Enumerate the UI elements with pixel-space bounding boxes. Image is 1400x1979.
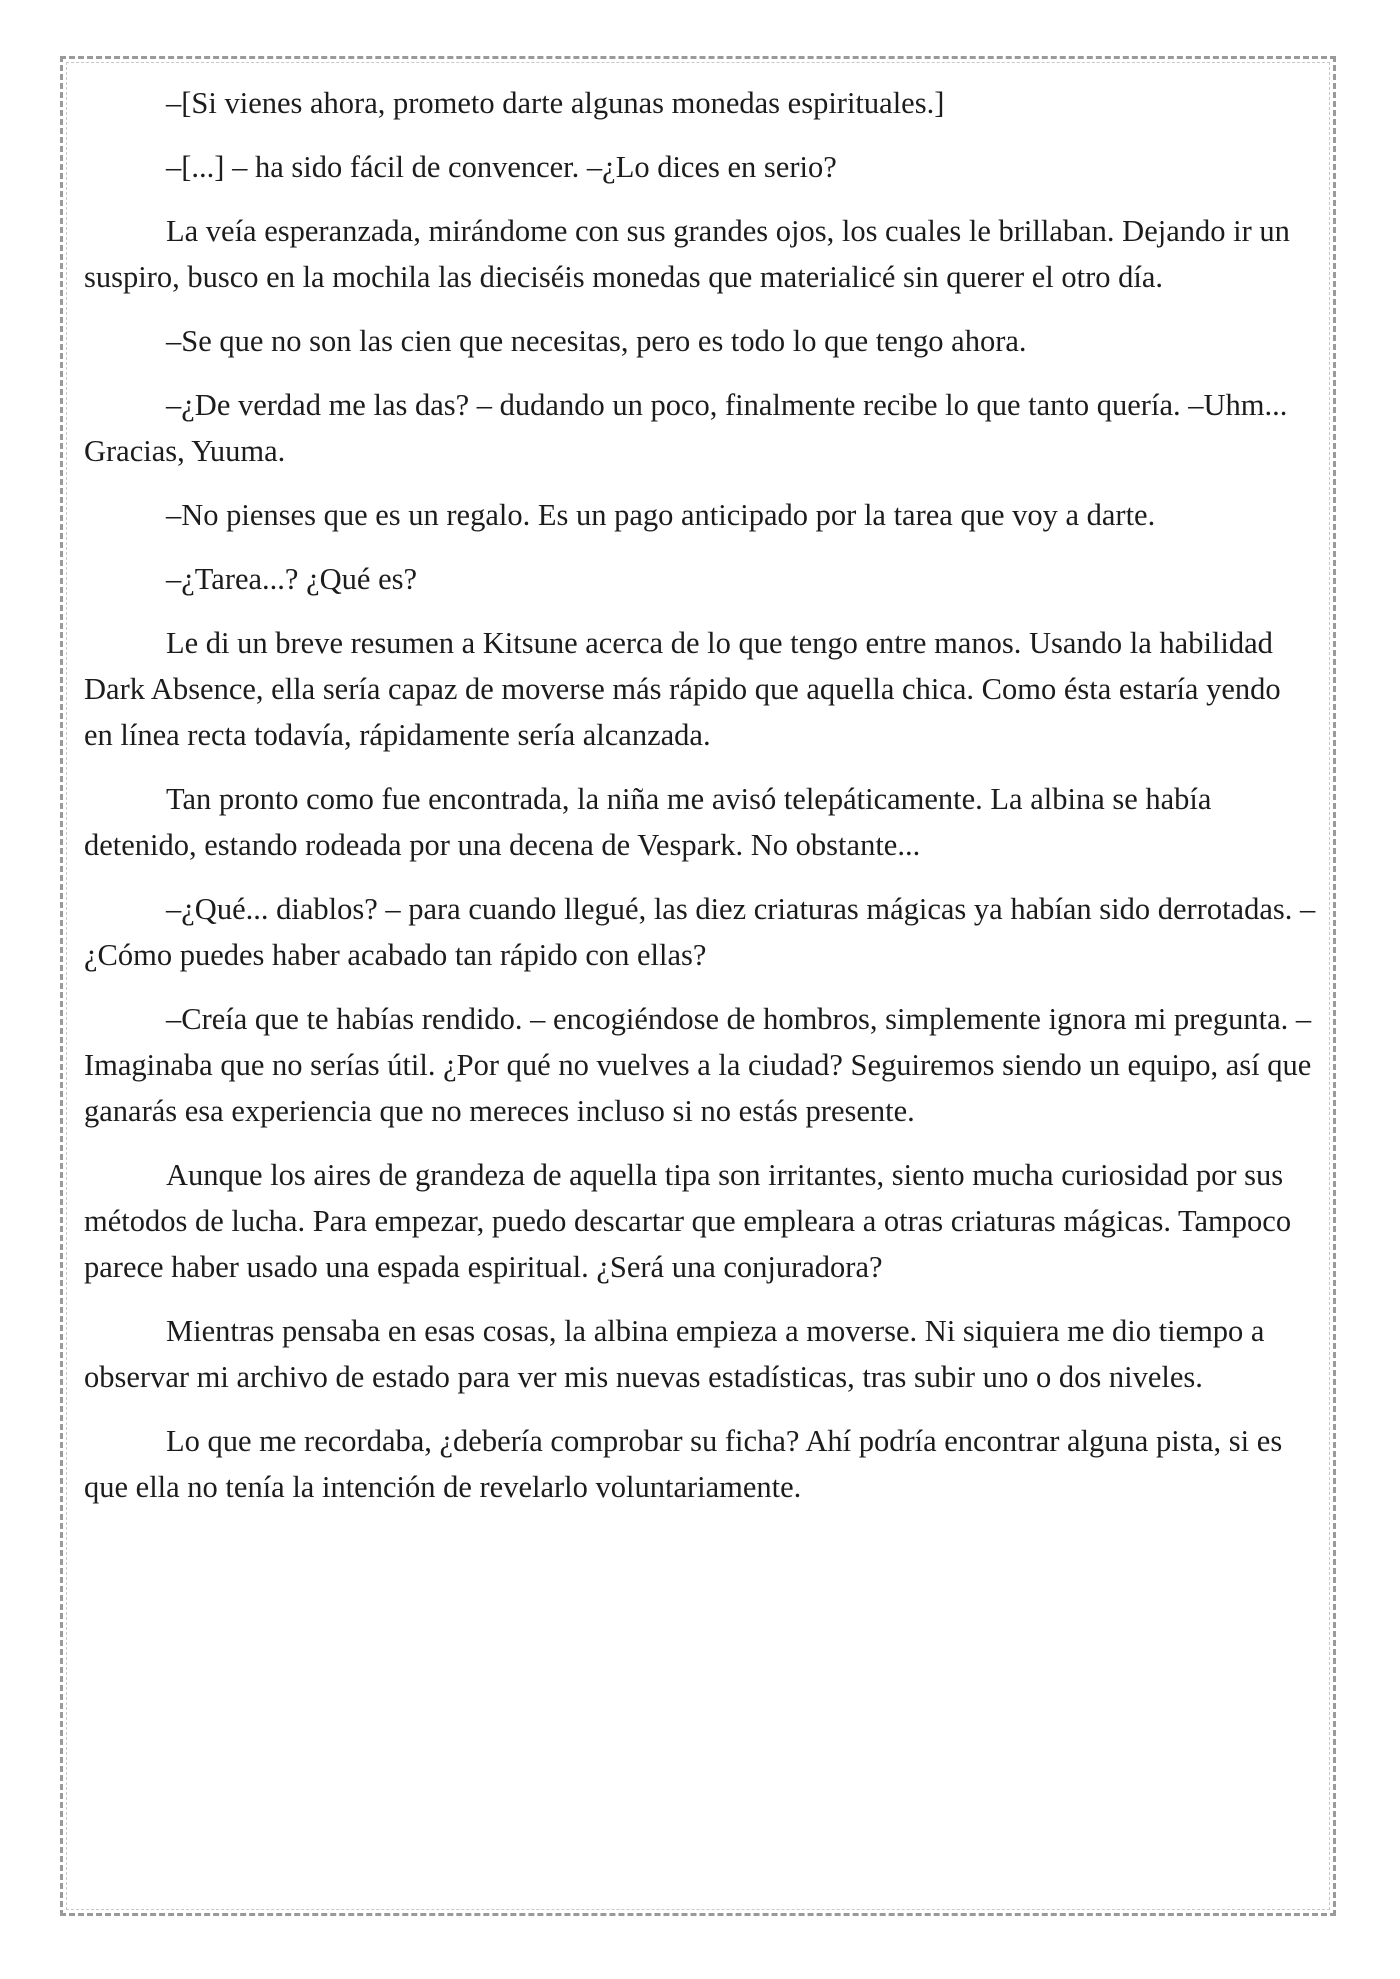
paragraph: La veía esperanzada, mirándome con sus grandes ojos, los cuales le brillaban. Dejando ir un suspiro, busco en la mochila las dieciséis monedas que materialicé sin querer el otro día. bbox=[84, 214, 1290, 294]
paragraph: –¿De verdad me las das? – dudando un poco, finalmente recibe lo que tanto quería. –Uhm... Gracias, Yuuma. bbox=[84, 388, 1288, 468]
paragraph: –¿Tarea...? ¿Qué es? bbox=[166, 562, 418, 596]
paragraph: Aunque los aires de grandeza de aquella tipa son irritantes, siento mucha curiosidad por sus métodos de lucha. Para empezar, puedo descartar que empleara a otras criaturas mágicas. Tampoco parece haber usado una espada espiritual. ¿Será una conjuradora? bbox=[84, 1158, 1292, 1284]
document-body bbox=[84, 80, 1316, 1528]
paragraph: –Creía que te habías rendido. – encogiéndose de hombros, simplemente ignora mi pregunta. –Imaginaba que no serías útil. ¿Por qué no vuelves a la ciudad? Seguiremos siendo un equipo, así que ganarás esa experiencia que no mereces incluso si no estás presente. bbox=[84, 1002, 1312, 1128]
paragraph: Mientras pensaba en esas cosas, la albina empieza a moverse. Ni siquiera me dio tiempo a observar mi archivo de estado para ver mis nuevas estadísticas, tras subir uno o dos niveles. bbox=[84, 1314, 1265, 1394]
paragraph: –[...] – ha sido fácil de convencer. –¿Lo dices en serio? bbox=[166, 150, 837, 184]
paragraph: Lo que me recordaba, ¿debería comprobar su ficha? Ahí podría encontrar alguna pista, si es que ella no tenía la intención de revelarlo voluntariamente. bbox=[84, 1424, 1283, 1504]
paragraph: –No pienses que es un regalo. Es un pago anticipado por la tarea que voy a darte. bbox=[166, 498, 1156, 532]
paragraph: –Se que no son las cien que necesitas, pero es todo lo que tengo ahora. bbox=[166, 324, 1027, 358]
paragraph: Le di un breve resumen a Kitsune acerca de lo que tengo entre manos. Usando la habilidad Dark Absence, ella sería capaz de moverse más rápido que aquella chica. Como ésta estaría yendo en línea recta todavía, rápidamente sería alcanzada. bbox=[84, 626, 1281, 752]
paragraph: Tan pronto como fue encontrada, la niña me avisó telepáticamente. La albina se había detenido, estando rodeada por una decena de Vespark. No obstante... bbox=[84, 782, 1212, 862]
paragraph: –¿Qué... diablos? – para cuando llegué, las diez criaturas mágicas ya habían sido derrotadas. –¿Cómo puedes haber acabado tan rápido con ellas? bbox=[84, 892, 1316, 972]
paragraph: –[Si vienes ahora, prometo darte algunas monedas espirituales.] bbox=[166, 86, 945, 120]
